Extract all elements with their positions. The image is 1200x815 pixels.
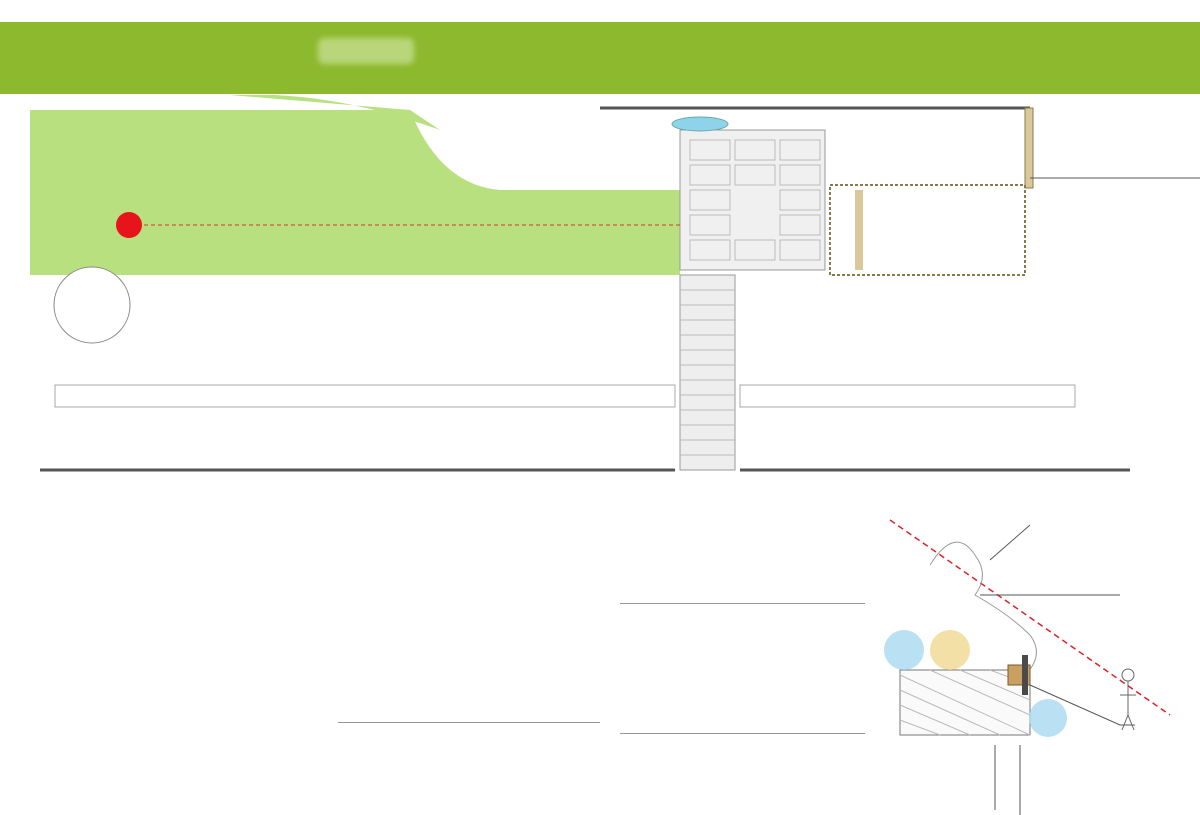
dry-zone: [930, 630, 970, 670]
moist-zone-1: [884, 630, 924, 670]
redacted-name: [318, 38, 414, 64]
paving: [680, 130, 825, 470]
sightline-marker: [116, 212, 142, 238]
moist-zone-2: [1029, 699, 1067, 737]
wall-fountain-basin: [672, 117, 728, 131]
cross-section-drawing: [870, 515, 1200, 815]
lawn: [30, 110, 680, 275]
garden-plan: [0, 95, 1200, 490]
header-bar: [0, 22, 1200, 94]
